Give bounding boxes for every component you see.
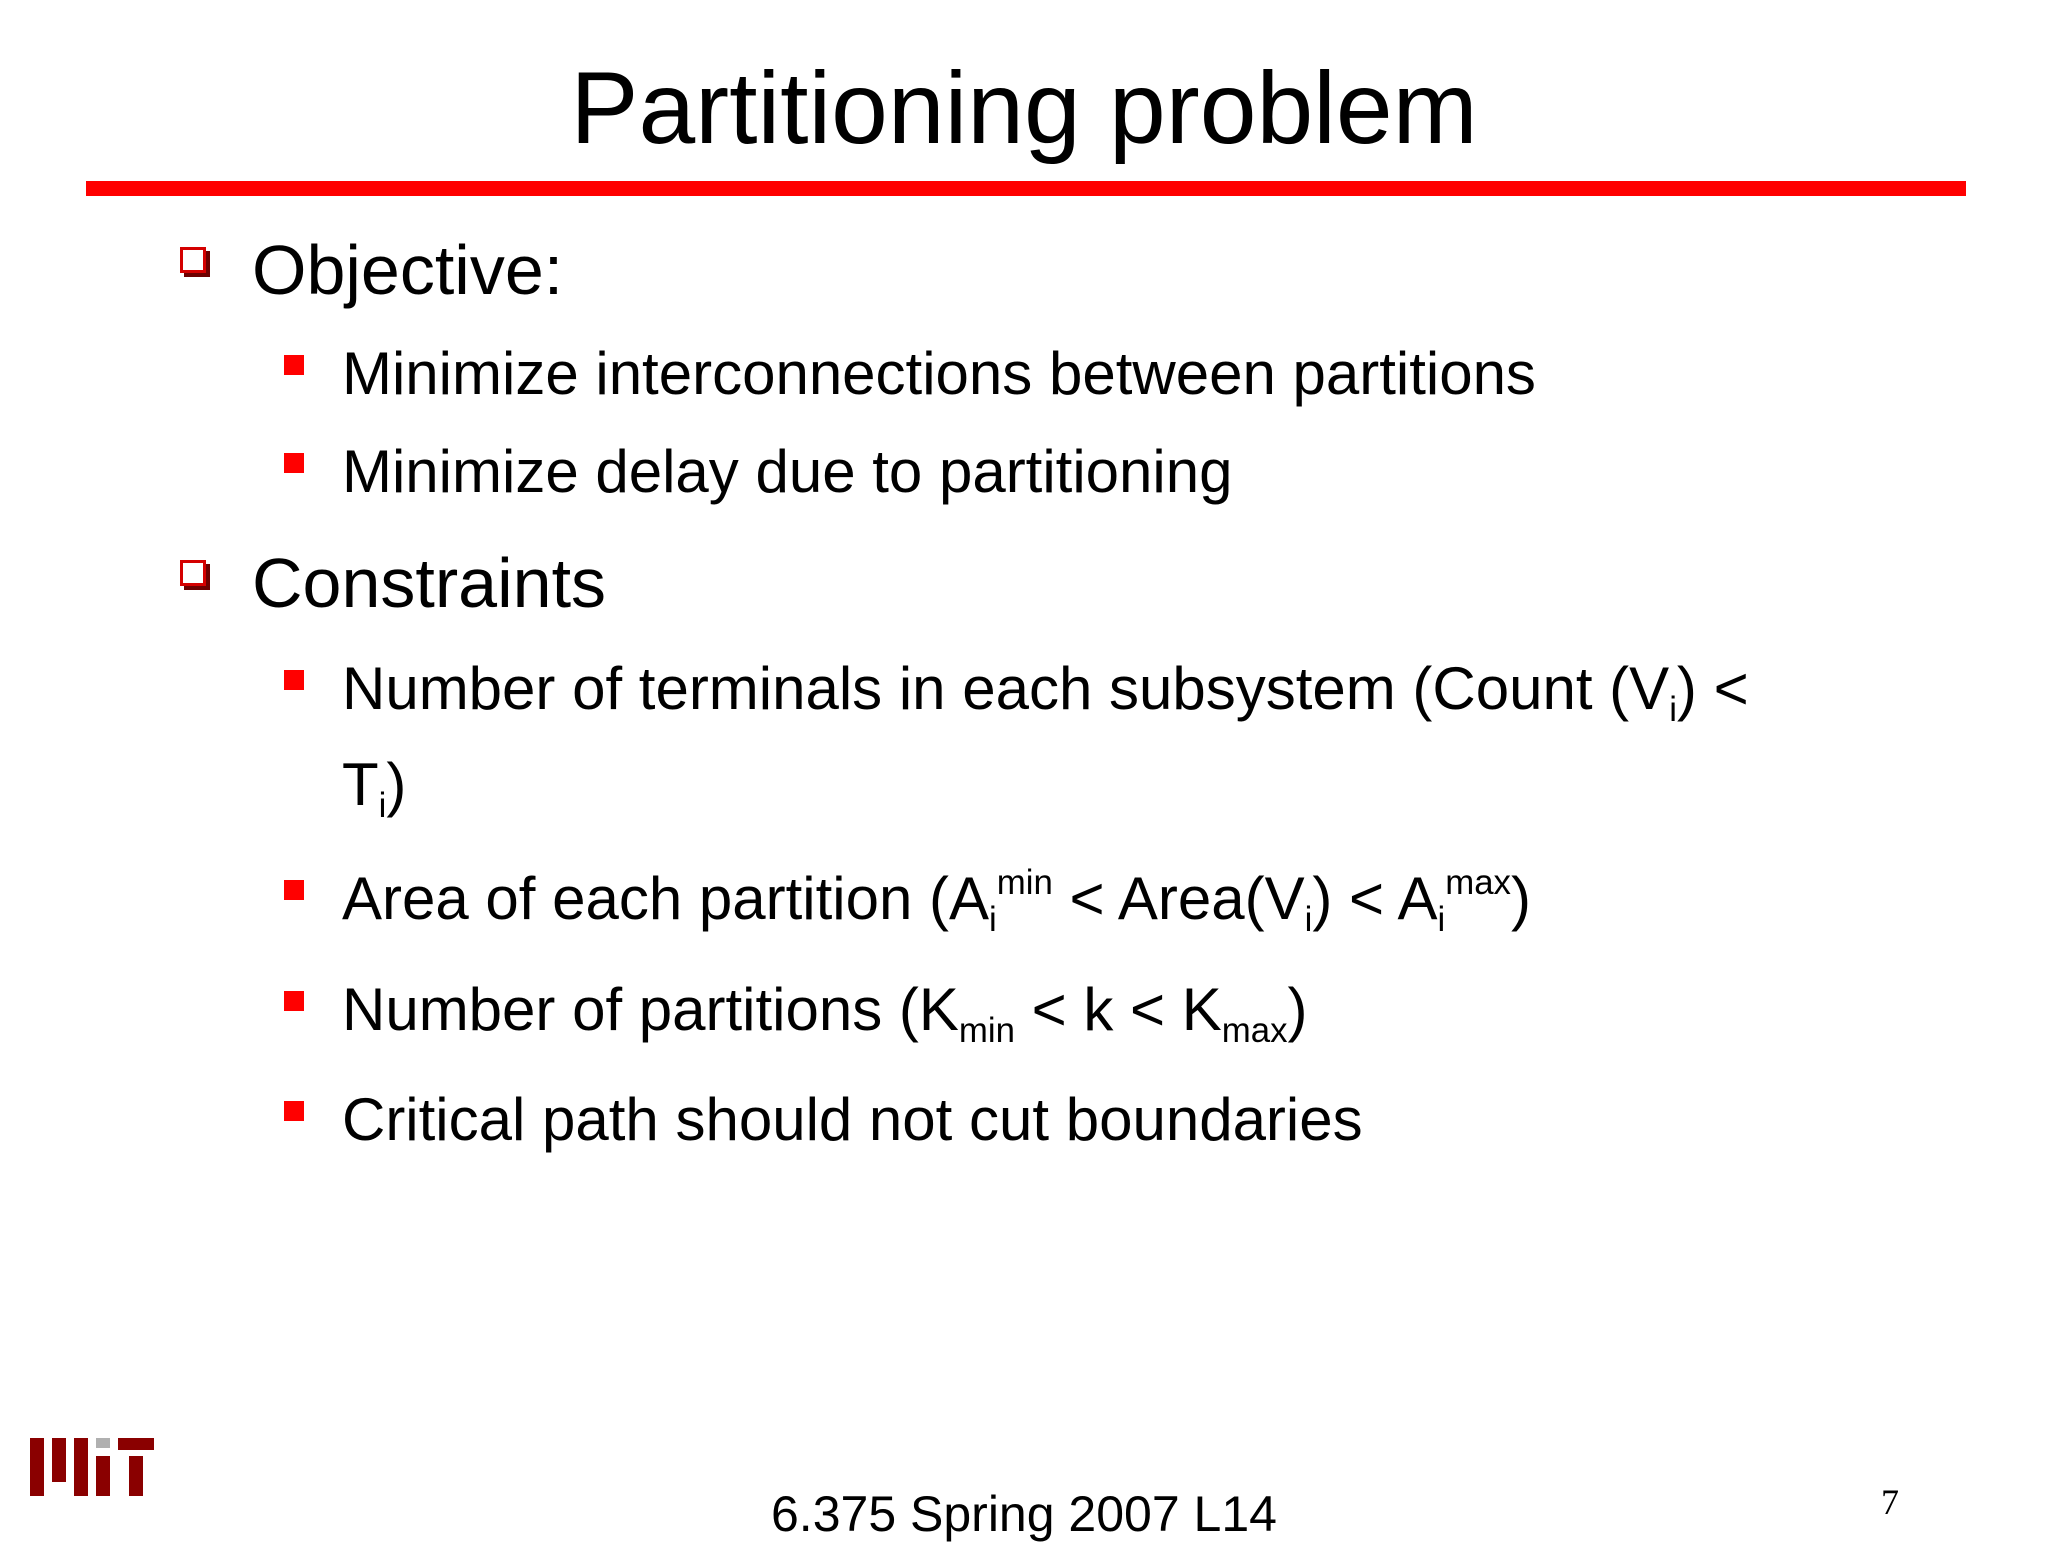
page-number: 7	[1881, 1482, 1899, 1522]
list-item	[342, 641, 1749, 737]
hollow-square-bullet-icon	[180, 560, 206, 586]
item-text: < k < K	[1014, 976, 1222, 1043]
slide-title: Partitioning problem	[570, 51, 1478, 165]
item-text: Number of terminals in each subsystem (Count (V	[342, 655, 1670, 722]
square-bullet-icon	[284, 355, 304, 375]
list-item	[342, 962, 1308, 1058]
subscript: i	[1437, 900, 1446, 940]
item-text: Number of partitions (K	[342, 976, 959, 1043]
hollow-square-bullet-icon	[180, 247, 206, 273]
superscript: max	[1445, 862, 1511, 902]
item-text: Area of each partition (A	[342, 865, 990, 932]
square-bullet-icon	[284, 453, 304, 473]
subscript: i	[378, 786, 387, 826]
item-text: )	[1510, 865, 1531, 932]
section-heading-objective: Objective:	[252, 231, 564, 309]
item-text: < Area(V	[1052, 865, 1305, 932]
item-text: )	[386, 751, 407, 818]
list-item: Minimize delay due to partitioning	[342, 438, 1233, 505]
list-item-continuation	[342, 737, 406, 833]
subscript: i	[989, 900, 997, 940]
title-underline	[86, 181, 1966, 196]
item-text: ) < A	[1312, 865, 1438, 932]
subscript: i	[1304, 900, 1313, 940]
item-text: T	[342, 751, 379, 818]
list-item	[342, 851, 1531, 947]
section-heading-constraints: Constraints	[252, 544, 607, 622]
item-text: )	[1287, 976, 1308, 1043]
square-bullet-icon	[284, 991, 304, 1011]
subscript: max	[1221, 1011, 1288, 1051]
square-bullet-icon	[284, 1101, 304, 1121]
square-bullet-icon	[284, 670, 304, 690]
list-item: Minimize interconnections between partitions	[342, 340, 1536, 407]
list-item: Critical path should not cut boundaries	[342, 1086, 1363, 1153]
item-text: ) <	[1676, 655, 1749, 722]
superscript: min	[996, 862, 1053, 902]
slide-footer: 6.375 Spring 2007 L14	[771, 1486, 1277, 1542]
subscript: min	[958, 1011, 1015, 1051]
square-bullet-icon	[284, 880, 304, 900]
subscript: i	[1669, 690, 1677, 730]
